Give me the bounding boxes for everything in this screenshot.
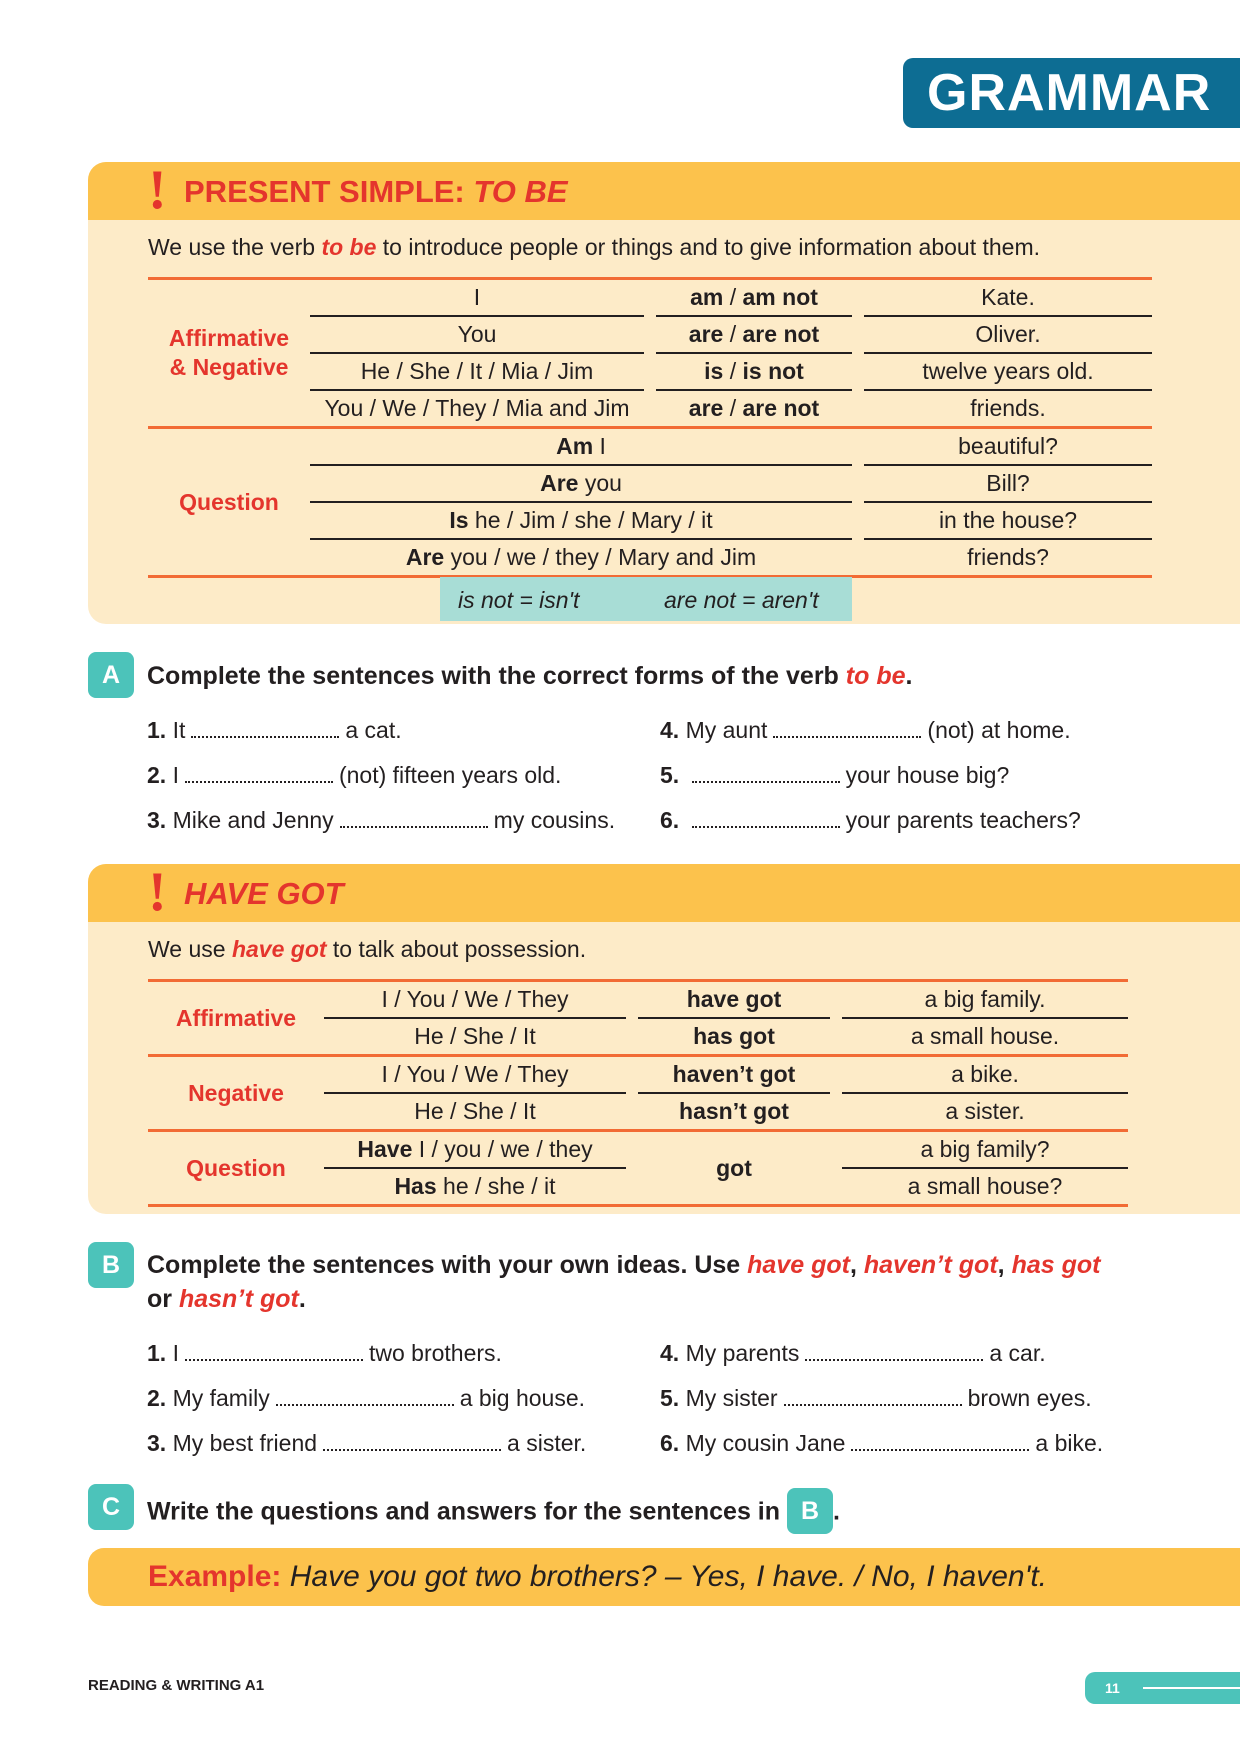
section-title-bar xyxy=(88,861,1240,923)
complement-cell: friends? xyxy=(864,539,1152,577)
question-cell: Is he / Jim / she / Mary / it xyxy=(310,502,852,539)
exercise-b-item: 4. My parents a car. xyxy=(660,1340,1046,1366)
answer-blank[interactable] xyxy=(191,718,339,738)
verb-cell: has got xyxy=(638,1018,830,1056)
have-got-table xyxy=(148,979,1128,1207)
exclamation-icon: ! xyxy=(148,861,167,923)
exercise-b-item: 1. I two brothers. xyxy=(147,1340,502,1366)
exercise-b-badge: B xyxy=(88,1242,134,1288)
subject-cell: I / You / We / They xyxy=(324,981,626,1019)
exercise-a-item: 2. I (not) fifteen years old. xyxy=(147,762,562,788)
footer-book-title: READING & WRITING A1 xyxy=(88,1677,265,1694)
exercise-b-instruction: Complete the sentences with your own ideas. Use have got, haven’t got, has got or hasn’t got. xyxy=(147,1251,1101,1313)
question-cell: Are you / we / they / Mary and Jim xyxy=(310,539,852,577)
subject-cell: Has he / she / it xyxy=(324,1168,626,1206)
footer-page-tab xyxy=(1085,1672,1240,1704)
verb-cell: have got xyxy=(638,981,830,1019)
exercise-b-reference-badge: B xyxy=(787,1488,833,1534)
exercise-b-item: 5. My sister brown eyes. xyxy=(660,1385,1092,1411)
answer-blank[interactable] xyxy=(323,1431,501,1451)
example-bar xyxy=(88,1548,1240,1606)
exercise-b-item: 2. My family a big house. xyxy=(147,1385,586,1411)
affirmative-negative-label: Affirmative & Negative xyxy=(148,279,310,428)
complement-cell: Oliver. xyxy=(864,316,1152,353)
exercise-a-item: 5. your house big? xyxy=(660,762,1010,788)
exercise-a-item: 3. Mike and Jenny my cousins. xyxy=(147,807,616,833)
answer-blank[interactable] xyxy=(851,1431,1029,1451)
footer-line xyxy=(1143,1687,1240,1689)
complement-cell: twelve years old. xyxy=(864,353,1152,390)
complement-cell: a big family? xyxy=(842,1131,1128,1169)
subject-cell: I / You / We / They xyxy=(324,1056,626,1094)
subject-cell: He / She / It xyxy=(324,1093,626,1131)
short-form-arent: are not = aren't xyxy=(664,587,819,613)
question-cell: Am I xyxy=(310,428,852,466)
short-forms-note xyxy=(440,577,852,621)
exercise-c-instruction: Write the questions and answers for the sentences in B . xyxy=(147,1490,840,1536)
question-label: Question xyxy=(148,428,310,577)
page-number: 11 xyxy=(1105,1680,1120,1696)
answer-blank[interactable] xyxy=(185,763,333,783)
complement-cell: beautiful? xyxy=(864,428,1152,466)
answer-blank[interactable] xyxy=(784,1386,962,1406)
complement-cell: a bike. xyxy=(842,1056,1128,1094)
complement-cell: in the house? xyxy=(864,502,1152,539)
answer-blank[interactable] xyxy=(773,718,921,738)
complement-cell: Bill? xyxy=(864,465,1152,502)
section-title: HAVE GOT xyxy=(184,876,344,911)
short-form-isnt: is not = isn't xyxy=(458,587,580,613)
section-intro: We use the verb to be to introduce people or things and to give information about them. xyxy=(148,234,1040,260)
complement-cell: a small house? xyxy=(842,1168,1128,1206)
subject-cell: He / She / It xyxy=(324,1018,626,1056)
question-label: Question xyxy=(148,1131,324,1206)
exercise-c-badge: C xyxy=(88,1484,134,1530)
verb-cell: hasn’t got xyxy=(638,1093,830,1131)
grammar-box-to-be xyxy=(88,159,1240,624)
complement-cell: Kate. xyxy=(864,279,1152,317)
answer-blank[interactable] xyxy=(692,763,840,783)
answer-blank[interactable] xyxy=(692,808,840,828)
complement-cell: friends. xyxy=(864,390,1152,428)
exercise-a-item: 6. your parents teachers? xyxy=(660,807,1081,833)
subject-cell: You xyxy=(310,316,644,353)
example-label: Example: xyxy=(148,1560,282,1593)
exercise-a-badge: A xyxy=(88,652,134,698)
section-intro: We use have got to talk about possession. xyxy=(148,936,587,962)
question-cell: Are you xyxy=(310,465,852,502)
verb-cell: are / are not xyxy=(656,316,852,353)
exercise-b-item: 3. My best friend a sister. xyxy=(147,1430,587,1456)
verb-cell: got xyxy=(638,1131,830,1206)
verb-cell: is / is not xyxy=(656,353,852,390)
subject-cell: Have I / you / we / they xyxy=(324,1131,626,1169)
exercise-a-instruction: Complete the sentences with the correct forms of the verb to be. xyxy=(147,662,913,690)
subject-cell: He / She / It / Mia / Jim xyxy=(310,353,644,390)
answer-blank[interactable] xyxy=(276,1386,454,1406)
section-title: PRESENT SIMPLE: TO BE xyxy=(184,174,568,209)
complement-cell: a big family. xyxy=(842,981,1128,1019)
complement-cell: a small house. xyxy=(842,1018,1128,1056)
exclamation-icon: ! xyxy=(148,159,167,221)
verb-cell: am / am not xyxy=(656,279,852,317)
verb-cell: haven’t got xyxy=(638,1056,830,1094)
exercise-a-item: 1. It a cat. xyxy=(147,717,402,743)
subject-cell: I xyxy=(310,279,644,317)
answer-blank[interactable] xyxy=(805,1341,983,1361)
section-title-bar xyxy=(88,159,1240,221)
exercise-a-item: 4. My aunt (not) at home. xyxy=(660,717,1071,743)
subject-cell: You / We / They / Mia and Jim xyxy=(310,390,644,428)
example-text: Have you got two brothers? – Yes, I have. / No, I haven't. xyxy=(281,1560,1048,1593)
complement-cell: a sister. xyxy=(842,1093,1128,1131)
answer-blank[interactable] xyxy=(185,1341,363,1361)
grammar-box-have-got xyxy=(88,861,1240,1214)
grammar-header: GRAMMAR xyxy=(903,58,1240,128)
answer-blank[interactable] xyxy=(340,808,488,828)
verb-cell: are / are not xyxy=(656,390,852,428)
negative-label: Negative xyxy=(148,1056,324,1131)
exercise-b-item: 6. My cousin Jane a bike. xyxy=(660,1430,1104,1456)
to-be-table xyxy=(148,277,1152,578)
affirmative-label: Affirmative xyxy=(148,981,324,1056)
